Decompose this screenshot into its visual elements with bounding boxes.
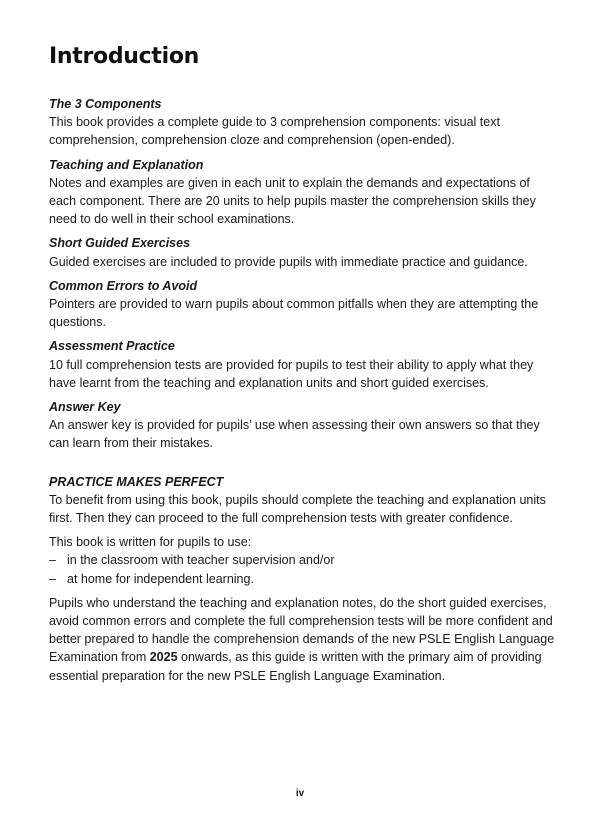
section-3-components: [49, 95, 559, 150]
section-assessment-practice: [49, 337, 559, 392]
section-heading: Short Guided Exercises: [49, 236, 191, 251]
section-practice-makes-perfect: [49, 473, 559, 528]
section-teaching-explanation: [49, 156, 559, 229]
dash-bullet: –: [49, 553, 56, 568]
list-item: [49, 551, 559, 569]
section-heading: Answer Key: [49, 400, 121, 415]
section-body: 10 full comprehension tests are provided for pupils to test their ability to apply what they have learnt from the teaching and explanation units and short guided exercises.: [49, 357, 534, 390]
closing-year: 2025: [149, 650, 178, 665]
dash-bullet: –: [49, 571, 56, 586]
section-heading: Common Errors to Avoid: [49, 278, 198, 293]
page-number: iv: [295, 788, 305, 799]
closing-text-after: onwards, as this guide is written with the primary aim of providing essential preparation for the new PSLE English Language Examination.: [49, 650, 542, 683]
section-body: An answer key is provided for pupils’ use when assessing their own answers so that they can learn from their mistakes.: [49, 418, 540, 451]
page-title: Introduction: [49, 44, 200, 69]
section-short-guided-exercises: [49, 234, 559, 270]
section-heading: PRACTICE MAKES PERFECT: [49, 474, 224, 489]
section-body: To benefit from using this book, pupils should complete the teaching and explanation units first. Then they can proceed to the full comprehension tests with greater confidence.: [49, 492, 546, 526]
section-body: This book provides a complete guide to 3 comprehension components: visual text comprehension, comprehension cloze and comprehension (open-ended).: [49, 115, 500, 148]
uses-list: [49, 551, 559, 587]
content: [49, 95, 559, 691]
section-body: Notes and examples are given in each unit to explain the demands and expectations of each component. There are 20 units to help pupils master the comprehension skills they need to do well in their school examinations.: [49, 175, 536, 227]
uses-intro: This book is written for pupils to use:: [49, 535, 252, 550]
section-body: Pointers are provided to warn pupils about common pitfalls when they are attempting the questions.: [49, 297, 539, 330]
closing-paragraph: [49, 594, 559, 685]
section-body: Guided exercises are included to provide pupils with immediate practice and guidance.: [49, 254, 528, 269]
list-item-text: at home for independent learning.: [67, 571, 254, 586]
closing-text-before: Pupils who understand the teaching and explanation notes, do the short guided exercises, avoid common errors and complete the full comprehension tests will be more confident and better prepared to handle the comprehension demands of the new PSLE English Language Examination from: [49, 595, 555, 665]
section-common-errors: [49, 277, 559, 332]
list-item: [49, 570, 559, 588]
list-item-text: in the classroom with teacher supervision and/or: [67, 553, 335, 568]
section-heading: Teaching and Explanation: [49, 157, 204, 172]
section-heading: The 3 Components: [49, 97, 162, 111]
section-heading: Assessment Practice: [49, 339, 175, 354]
uses-block: [49, 533, 559, 588]
section-answer-key: [49, 398, 559, 453]
